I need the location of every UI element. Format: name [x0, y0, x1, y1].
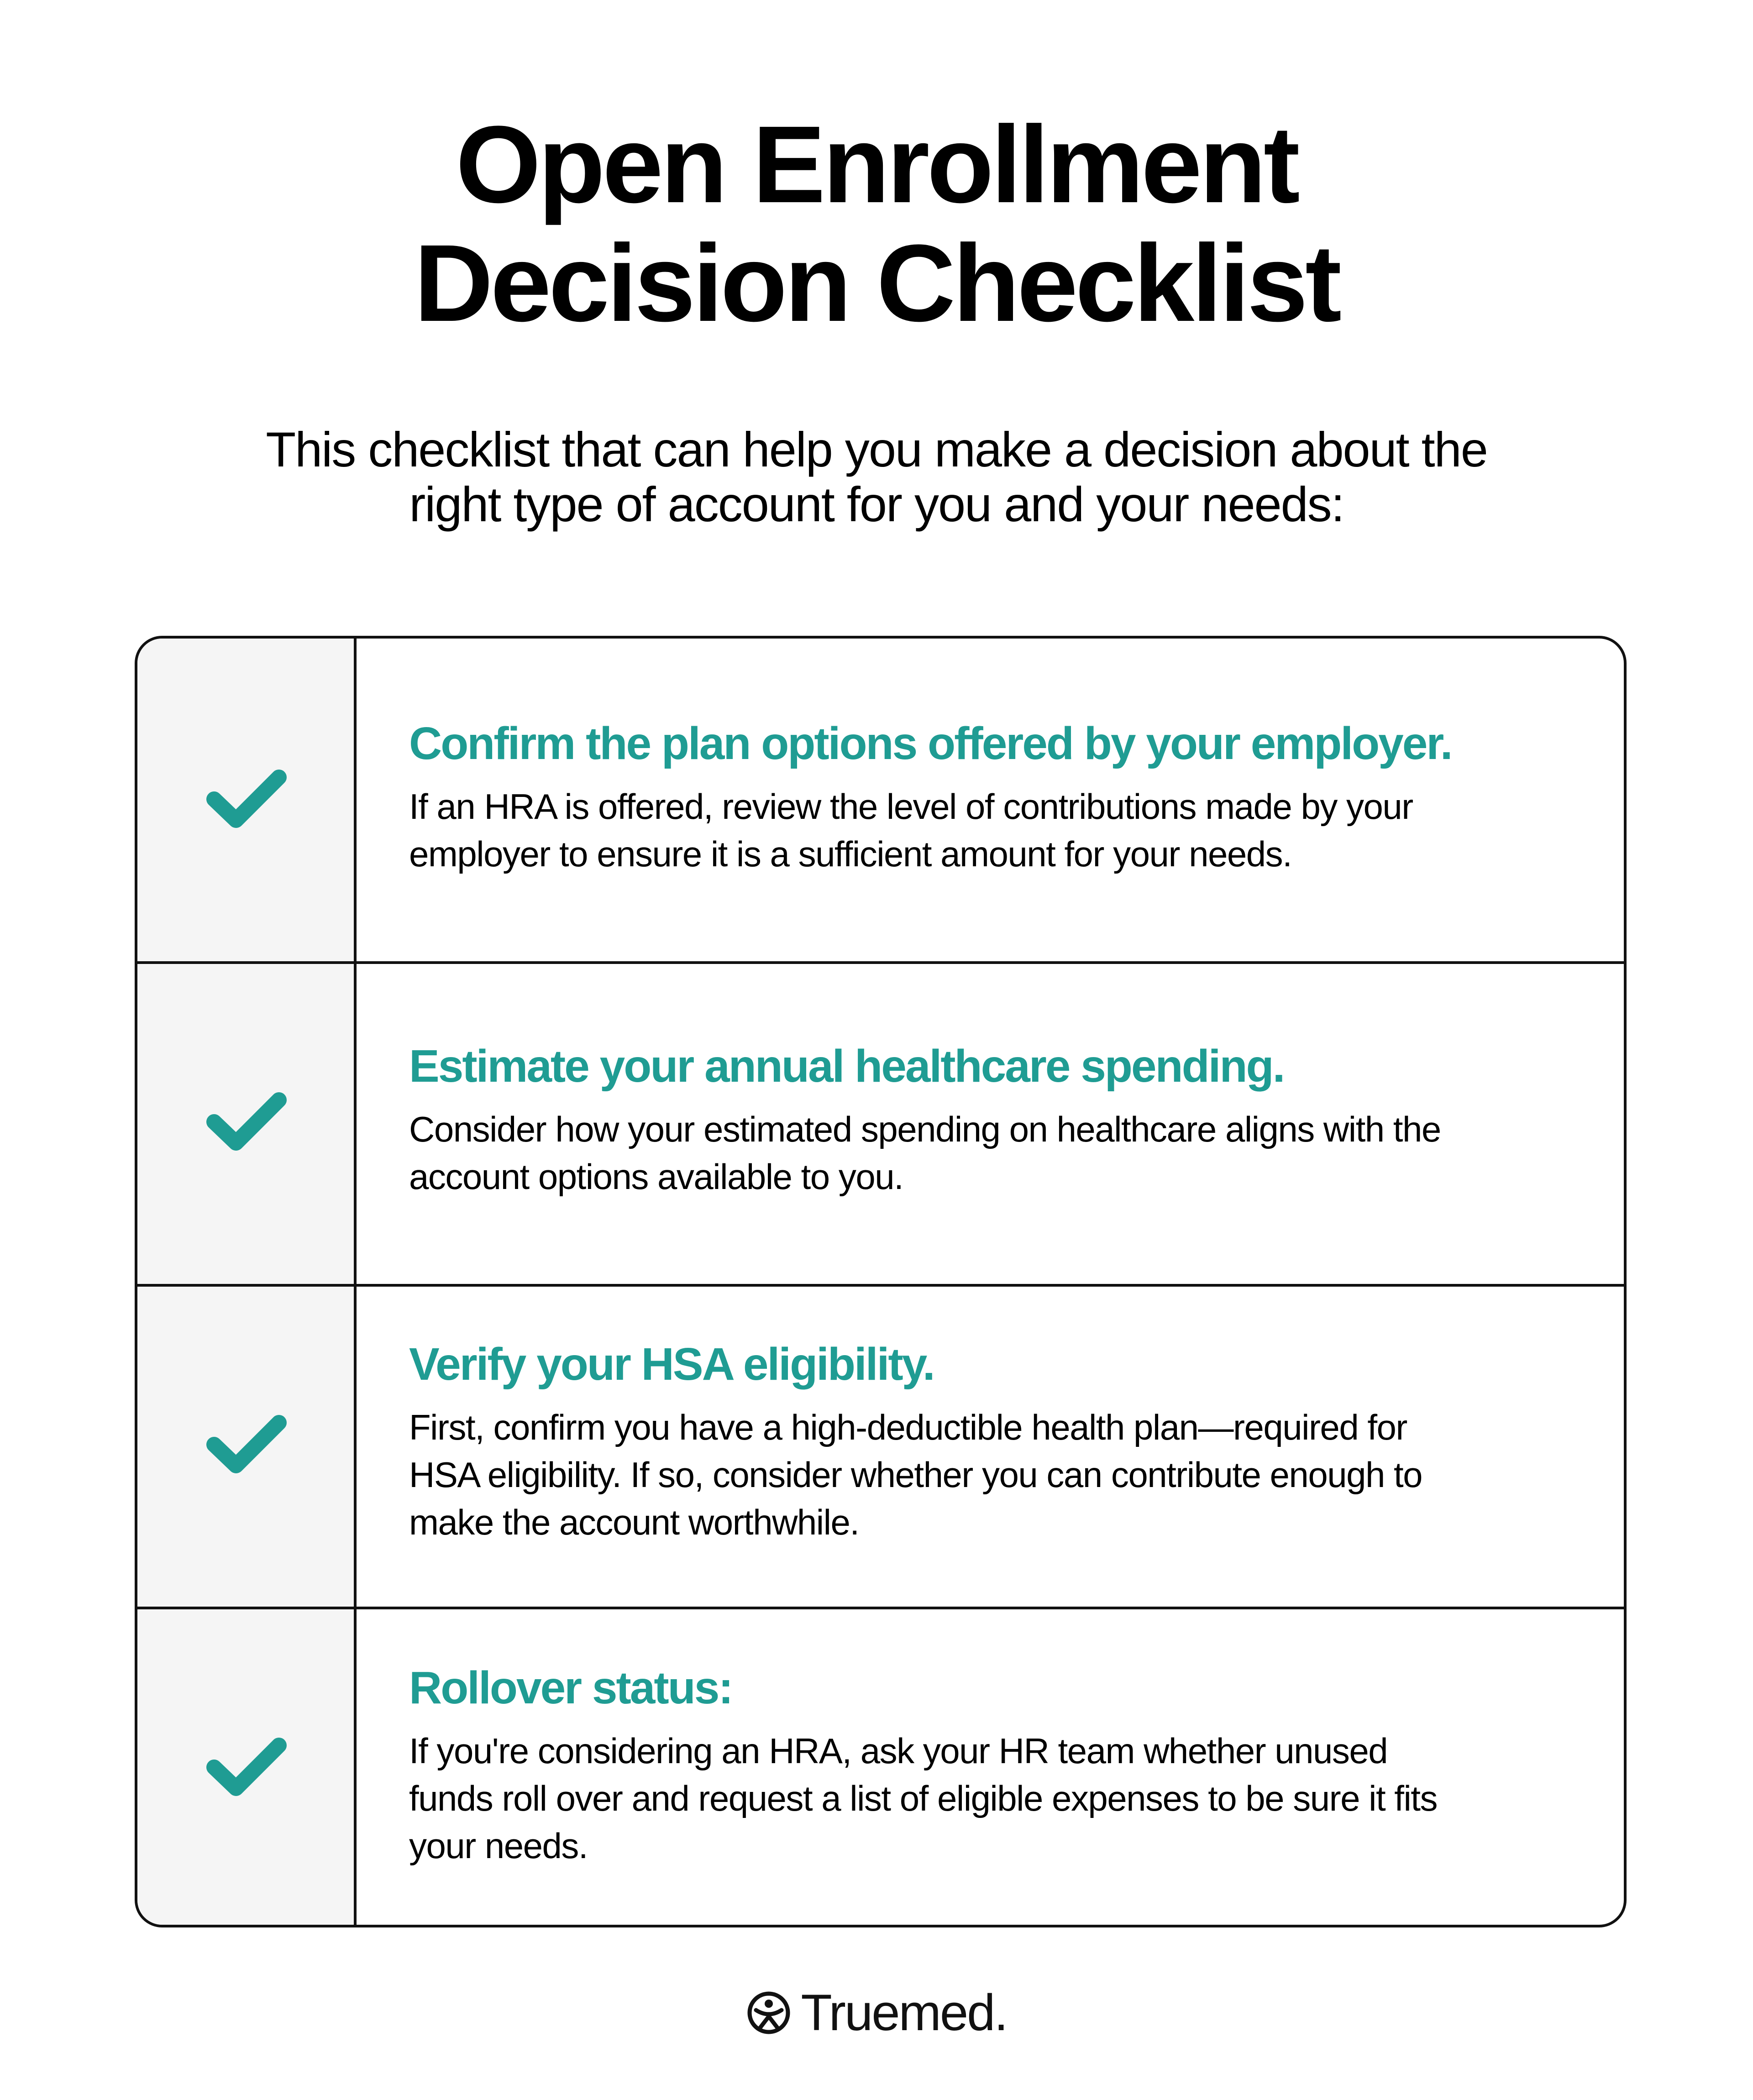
- checklist-item-description: [409, 783, 1569, 878]
- description-line: funds roll over and request a list of eligible expenses to be sure it fits: [409, 1778, 1437, 1818]
- brand-logo: [0, 1985, 1753, 2040]
- page-subtitle-line-1: This checklist that can help you make a decision about the: [266, 422, 1487, 477]
- checklist-item-description: [409, 1105, 1569, 1200]
- page-subtitle: [0, 422, 1753, 532]
- description-line: account options available to you.: [409, 1157, 903, 1197]
- checkmark-icon: [206, 766, 288, 835]
- description-line: HSA eligibility. If so, consider whether you can contribute enough to: [409, 1455, 1422, 1495]
- checklist-item-heading: Estimate your annual healthcare spending.: [409, 1041, 1284, 1092]
- description-line: make the account worthwhile.: [409, 1502, 859, 1542]
- checklist-row-2: [137, 961, 1624, 1284]
- checklist-item-description: [409, 1403, 1569, 1546]
- page-subtitle-line-2: right type of account for you and your needs:: [409, 477, 1344, 532]
- page-title-line-2: Decision Checklist: [414, 222, 1339, 344]
- checklist-row-1: [137, 639, 1624, 961]
- checklist-row-4: [137, 1607, 1624, 1927]
- checklist-item-description: [409, 1727, 1569, 1870]
- checklist-item-heading: Rollover status:: [409, 1662, 732, 1713]
- description-line: Consider how your estimated spending on healthcare aligns with the: [409, 1109, 1441, 1149]
- checkmark-icon: [206, 1412, 288, 1480]
- brand-suffix: .: [994, 1984, 1007, 2041]
- checkmark-icon: [206, 1734, 288, 1803]
- checklist-table: [135, 636, 1627, 1927]
- description-line: If you're considering an HRA, ask your HR team whether unused: [409, 1731, 1388, 1771]
- description-line: employer to ensure it is a sufficient amount for your needs.: [409, 834, 1292, 874]
- page-title-line-1: Open Enrollment: [456, 103, 1297, 225]
- description-line: If an HRA is offered, review the level of contributions made by your: [409, 786, 1413, 827]
- description-line: your needs.: [409, 1826, 588, 1866]
- truemed-logo-icon: [746, 1990, 792, 2036]
- brand-name: Truemed.: [801, 1984, 1007, 2041]
- page-title: [0, 105, 1753, 342]
- checklist-item-heading: Verify your HSA eligibility.: [409, 1339, 934, 1390]
- checkmark-icon: [206, 1089, 288, 1157]
- description-line: First, confirm you have a high-deductible health plan—required for: [409, 1407, 1407, 1447]
- checklist-row-3: [137, 1284, 1624, 1607]
- checklist-item-heading: Confirm the plan options offered by your employer.: [409, 718, 1452, 769]
